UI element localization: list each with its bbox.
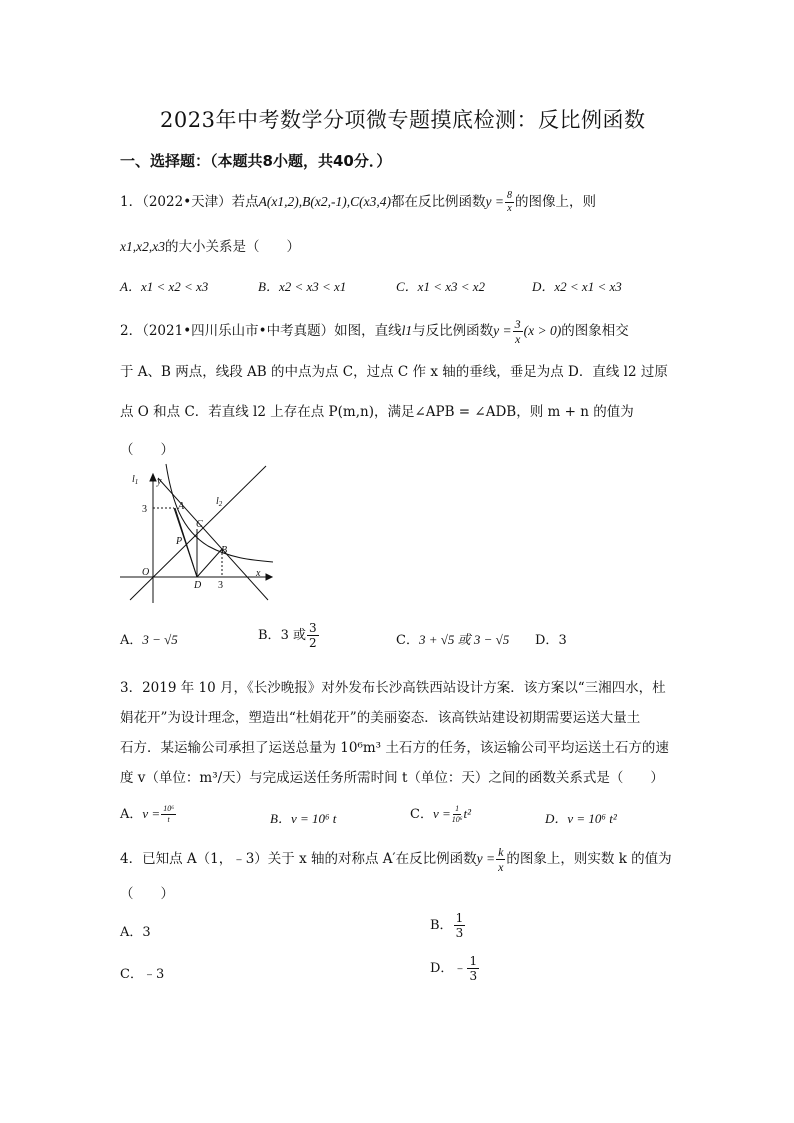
frac-num: 1 xyxy=(455,804,460,813)
frac-num: 3 xyxy=(308,621,317,635)
label-3-y: 3 xyxy=(142,504,147,515)
label-y: y xyxy=(157,476,162,487)
q4-option-a[interactable] xyxy=(120,921,151,940)
q1-points: A(x1,2),B(x2,-1),C(x3,4) xyxy=(258,194,391,209)
label-a: A xyxy=(178,501,185,512)
q3-option-d[interactable] xyxy=(545,808,617,827)
label-l2: $l_2$ xyxy=(216,496,223,508)
q2-frac-den: x xyxy=(514,332,521,346)
option-label: A． xyxy=(120,807,143,822)
q4-fraction xyxy=(496,846,505,873)
page-title: 2023年中考数学分项微专题摸底检测：反比例函数 xyxy=(160,108,646,132)
frac-num: 1 xyxy=(455,911,464,925)
option-label: A． xyxy=(120,925,143,940)
label-c: C xyxy=(196,519,203,530)
q2-line1a: 2．（2021•四川乐山市•中考真题）如图，直线 xyxy=(120,323,402,339)
option-text: x2 < x3 < x1 xyxy=(278,279,347,294)
q2-func-lhs: y = xyxy=(493,323,512,338)
option-label: C． xyxy=(410,807,433,822)
hyperbola-curve xyxy=(166,464,273,562)
question-2-line-3: 点 O 和点 C．若直线 l2 上存在点 P(m,n)，满足∠APB = ∠ADB，则 m + n 的值为 xyxy=(120,404,634,420)
line-l1 xyxy=(158,478,268,600)
option-label: B． xyxy=(270,811,291,826)
option-label: D． xyxy=(532,279,555,294)
q4-line1a: 4．已知点 A（1，﹣3）关于 x 轴的对称点 A′在反比例函数 xyxy=(120,851,477,867)
option-text: 3 或 xyxy=(280,628,306,643)
label-l1: $l_1$ xyxy=(132,474,139,486)
option-label: D． xyxy=(545,811,568,826)
label-p: P xyxy=(176,536,183,547)
option-lhs: v = xyxy=(142,806,161,821)
q2-l1: l1 xyxy=(401,323,413,338)
option-text: 3 xyxy=(142,925,151,940)
frac-den: t xyxy=(167,815,170,824)
q1-vars: x1,x2,x3 xyxy=(120,239,165,254)
q2-frac-num: 3 xyxy=(514,317,521,331)
option-text: ﹣ xyxy=(453,961,467,976)
q1-option-c[interactable] xyxy=(396,276,485,295)
section-heading: 一、选择题：（本题共8小题，共40分．） xyxy=(120,152,392,170)
option-fraction xyxy=(467,955,479,982)
q2-figure xyxy=(118,460,274,605)
q1-frac-den: x xyxy=(507,203,512,214)
q2-line1c: 的图象相交 xyxy=(561,323,629,339)
question-2-line-1 xyxy=(120,318,629,345)
q3-option-a[interactable] xyxy=(120,803,177,824)
frac-den: 3 xyxy=(455,926,464,940)
question-1-line-1 xyxy=(120,190,596,214)
option-fraction xyxy=(454,912,466,939)
q1-line2: 的大小关系是（ ） xyxy=(164,239,300,255)
option-text: 3 − √5 xyxy=(142,632,178,647)
option-label: A． xyxy=(120,633,143,648)
option-label: A． xyxy=(120,279,141,294)
option-label: D． xyxy=(535,633,559,648)
label-3-x: 3 xyxy=(218,580,223,591)
q1-option-b[interactable] xyxy=(258,276,346,295)
option-text: ﹣3 xyxy=(142,967,165,982)
frac-den: 3 xyxy=(469,969,478,983)
option-fraction xyxy=(452,805,463,824)
q2-func-cond: (x > 0) xyxy=(523,323,562,338)
q4-option-b[interactable] xyxy=(430,912,466,939)
q1-suffix: 的图像上，则 xyxy=(514,194,596,210)
label-d: D xyxy=(194,580,202,591)
q1-mid: 都在反比例函数 xyxy=(391,194,486,210)
question-3-line-4: 度 v（单位：m³/天）与完成运送任务所需时间 t（单位：天）之间的函数关系式是（ ） xyxy=(120,770,664,786)
option-text: v = 10⁶ t² xyxy=(567,811,617,826)
label-o: O xyxy=(142,567,150,578)
option-lhs: v = xyxy=(432,806,451,821)
option-fraction xyxy=(307,622,319,649)
option-label: B． xyxy=(258,279,279,294)
q4-frac-den: x xyxy=(498,860,504,874)
frac-den: 10⁶ xyxy=(451,815,463,824)
q2-line1b: 与反比例函数 xyxy=(412,323,494,339)
question-3-line-2: 娟花开”为设计理念，塑造出“杜娟花开”的美丽姿态．该高铁站建设初期需要运送大量土 xyxy=(120,710,641,726)
label-x: x xyxy=(256,568,261,579)
frac-num: 1 xyxy=(469,954,478,968)
question-4-line-1 xyxy=(120,846,672,873)
option-fraction xyxy=(161,805,176,824)
q1-prefix: 1．（2022•天津）若点 xyxy=(120,194,259,210)
question-3-line-3: 石方．某运输公司承担了运送总量为 10⁶m³ 土石方的任务，该运输公司平均运送土石方的速 xyxy=(120,740,669,756)
q3-option-b[interactable] xyxy=(270,808,336,827)
q4-func-lhs: y = xyxy=(476,851,496,866)
frac-den: 2 xyxy=(308,636,317,650)
option-text: x1 < x2 < x3 xyxy=(140,279,209,294)
q4-frac-num: k xyxy=(498,845,504,859)
option-text: v = 10⁶ t xyxy=(290,811,337,826)
question-1-line-2 xyxy=(120,235,300,255)
option-label: C． xyxy=(396,279,418,294)
question-2-line-2: 于 A、B 两点，线段 AB 的中点为点 C，过点 C 作 x 轴的垂线，垂足为点 D．直线 l2 过原 xyxy=(120,364,668,380)
q4-line1b: 的图象上，则实数 k 的值为 xyxy=(506,851,672,867)
q2-option-a[interactable] xyxy=(120,629,178,648)
frac-num: 10⁶ xyxy=(163,804,174,813)
q1-func-lhs: y = xyxy=(485,194,504,209)
question-3-line-1: 3．2019 年 10 月，《长沙晚报》对外发布长沙高铁西站设计方案．该方案以“三湘四水，杜 xyxy=(120,680,666,696)
q1-fraction xyxy=(505,191,514,214)
x-axis-arrow xyxy=(266,574,272,580)
option-text: 3 xyxy=(558,633,567,648)
label-b: B xyxy=(221,545,228,556)
q1-option-d[interactable] xyxy=(532,276,622,295)
q4-option-c[interactable] xyxy=(120,963,164,982)
option-label: B． xyxy=(258,628,281,643)
q2-option-c[interactable] xyxy=(396,629,509,648)
question-4-line-2: （ ） xyxy=(120,886,174,902)
option-text: x1 < x3 < x2 xyxy=(417,279,486,294)
q2-option-b[interactable] xyxy=(258,622,320,649)
q3-option-c[interactable] xyxy=(410,803,471,824)
option-text: x2 < x1 < x3 xyxy=(554,279,622,294)
q1-frac-num: 8 xyxy=(506,190,512,201)
y-axis-arrow xyxy=(150,474,156,481)
q1-option-a[interactable] xyxy=(120,276,208,295)
q2-fraction xyxy=(513,318,523,345)
option-text: 3 + √5 或 3 − √5 xyxy=(418,632,510,647)
question-2-line-4: （ ） xyxy=(120,442,174,458)
option-tail: t² xyxy=(463,806,472,821)
q4-option-d[interactable] xyxy=(430,955,480,982)
q2-option-d[interactable] xyxy=(535,629,567,648)
option-label: B． xyxy=(430,918,453,933)
option-label: D． xyxy=(430,961,454,976)
segment-bd xyxy=(197,549,222,577)
option-label: C． xyxy=(396,633,419,648)
option-label: C． xyxy=(120,967,143,982)
